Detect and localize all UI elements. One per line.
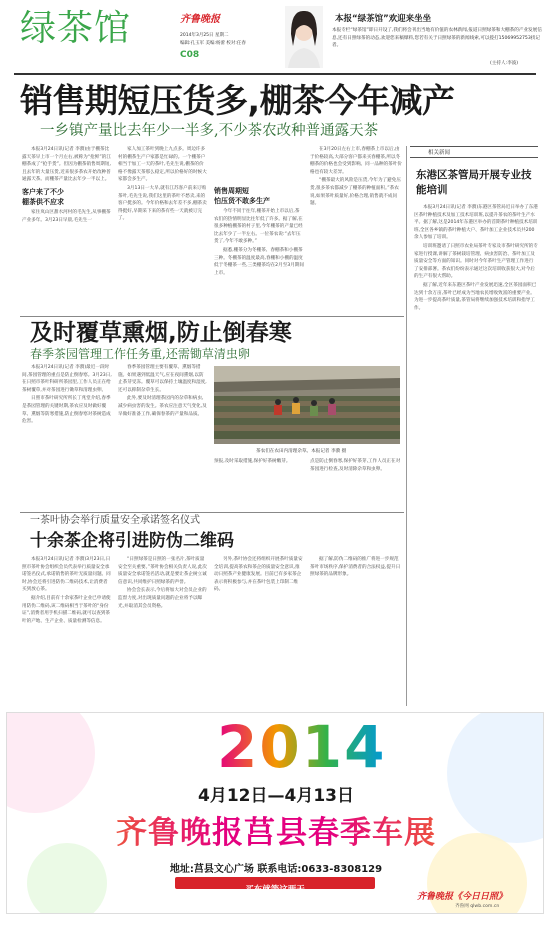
- story-divider-1: [20, 316, 404, 317]
- issue-date: 2014年3月25日 星期二: [180, 33, 229, 38]
- paragraph: 春季茶园管理主要有覆草、熏烟等措施。如果遇到低温天气,应在夜间熏烟,以防止茶芽受冻。覆草可以保持土壤温度和湿度,还可以抑制杂草生长。: [118, 365, 207, 393]
- ad-dates: 4月12日—4月13日: [198, 786, 354, 806]
- lead-subheadline: 一乡镇产量比去年少一半多,不少茶农改种普通露天茶: [40, 123, 379, 139]
- section-name: 绿茶馆: [20, 8, 132, 49]
- second-subheadline: 春季茶园管理工作任务重,还需锄草清虫卵: [30, 347, 250, 361]
- paragraph: 点是防止倒春寒,保护好茶芽,工作人员正在对茶园进行检查,及时清除杂草和虫卵。: [310, 459, 401, 472]
- second-headline: 及时覆草熏烟,防止倒春寒: [30, 320, 292, 346]
- lead-headline: 销售期短压货多,棚茶今年减产: [20, 81, 455, 120]
- paragraph: 家人加工茶叶到晚上九点多。周边许多村的棚茶生产户家都是忙碌的。一个棚茶户相当于加工一天的茶叶,毛先生说,棚茶的价格不像露天茶那么稳定,所以价格好的时候大家都会多生产。: [118, 147, 207, 183]
- host-portrait: [285, 6, 323, 68]
- sidebar-divider: [406, 146, 407, 706]
- car-show-ad: [6, 712, 544, 914]
- paragraph: 另外,茶叶协会还将组织开展茶叶质量安全培训,提高茶农和茶企的质量安全意识,推动日照茶产业健康发展。目前已有多家茶企表示将积极参与,并在茶叶包装上印制二维码。: [214, 557, 303, 593]
- third-kicker: 一茶叶协会举行质量安全承诺签名仪式: [30, 515, 200, 526]
- third-col-1: [22, 556, 112, 706]
- sidebar-body: [410, 204, 538, 313]
- sidebar-tag-label: 相关新闻: [428, 150, 451, 156]
- promo-title: 本报“绿茶馆”欢迎来坐坐: [335, 14, 432, 24]
- edition-credits: 编辑:孔玉军 美编:杨蕾 校对:任春: [180, 41, 246, 46]
- sidebar-related-news: [410, 146, 538, 706]
- paragraph: 预报,及时采取措施,保护好茶树嫩芽。: [214, 459, 291, 464]
- paragraph: “日照绿茶是日照的一张名片,茶叶质量安全至关重要。”茶叶协会相关负责人说,此次质量安全承诺签名活动,就是要让茶企树立诚信意识,共同维护日照绿茶的声誉。: [118, 557, 207, 585]
- paragraph: 此外,要及时清理茶园内的杂草和病虫,减少病虫害的发生。茶农应注意天气变化,及早做好准备工作,确保春茶的产量和品质。: [118, 396, 207, 417]
- lead-col-4: [310, 146, 402, 314]
- ad-year: 2014: [217, 713, 387, 781]
- promo-text: 本报专栏“绿茶馆”即日开设了,我们将会刊出当地有价值的农林新闻,报道日照绿茶和大棚茶的产业发展信息,还有日照绿茶的动态,欢迎您来稿爆料,您若有关于日照绿茶的新闻线索,可以拨打15069952753找记者。: [332, 28, 542, 49]
- sidebar-headline: 东港区茶管局开展专业技能培训: [416, 169, 532, 196]
- paragraph: 协会会长表示,今后将加大对会员企业的监督力度,对出现质量问题的企业将予以曝光,并取消其会员资格。: [118, 588, 207, 609]
- ad-title: 齐鲁晚报莒县春季车展: [7, 813, 544, 853]
- ad-address: 地址:莒县文心广场 联系电话:0633-8308129: [169, 864, 383, 875]
- paragraph: 本报3月24日讯(记者 李漪)最近一段时间,茶园管理的重点是防止倒春寒。3月23日,在日照市茶叶科研所茶园里,工作人员正在给茶树覆草,并对茶园进行锄草和清理虫卵。: [22, 365, 112, 393]
- second-col-2: [118, 364, 208, 510]
- paragraph: 据悉,棚茶分为冬棚茶、春棚茶和小棚茶三种。冬棚茶的温度最高,春棚和小棚的温度低于冬棚茶一些,三类棚茶均在2月至3月期间上市。: [214, 247, 304, 276]
- third-col-4: [310, 556, 402, 706]
- paragraph: 据介绍,目前有十余家茶叶企业已申请使用防伪二维码,该二维码相当于茶叶的“身份证”,消费者用手机扫描二维码,就可以查到茶叶的产地、生产企业、质量检测等信息。: [22, 595, 111, 624]
- lead-col-2: [118, 146, 208, 314]
- story-divider-2: [20, 512, 404, 513]
- second-col-4: [310, 458, 402, 510]
- paragraph: 家住岚山区甜水河村的毛先生,从事棚茶产业多年。3月23日早晨,毛先生一: [22, 209, 111, 223]
- lead-subhead-1: 客户来了不少 棚茶供不应求: [22, 187, 64, 206]
- paragraph: 本报3月24日讯(记者 李漪)由于棚茶比露天茶早上市一个月左右,被称为“抢鲜”的江棚茶成了“抢手货”。但因为棚茶销售周期短,且去年的大量压货,近来很多茶农开始改种普通露天茶。而棚茶产量比去年少一半以上。: [22, 147, 111, 183]
- paragraph: 据了解,近年来东港区茶叶产业发展迅速,全区茶园面积已达到十余万亩,茶叶已经成为当地农民增收致富的重要产业。为进一步提高茶叶质量,茶管局将继续加强技术培训和指导工作。: [414, 282, 537, 311]
- paper-logo: 齐鲁晚报: [180, 14, 220, 25]
- masthead-divider: [14, 73, 536, 75]
- masthead: [0, 0, 550, 75]
- third-col-3: [214, 556, 304, 706]
- photo-caption: 茶农们在农田内清理杂草。本报记者 李漪 摄: [256, 449, 347, 454]
- paragraph: 日照市茶叶研究所所长丁兆堂介绍,春季是茶园管理的关键时期,茶农应及时做好覆草、熏烟等防寒措施,防止倒春寒对茶树造成危害。: [22, 396, 111, 425]
- paragraph: “棚茶最大的风险是压货,今年为了避免压货,很多茶农都减少了棚茶的种植面积。”茶农说,如果茶叶质量好,价格合理,销售就不成问题。: [310, 178, 401, 207]
- tea-garden-photo: [214, 366, 400, 444]
- paragraph: 据了解,防伪二维码的推广将进一步规范茶叶市场秩序,保护消费者的合法权益,提升日照绿茶的品牌形象。: [310, 557, 401, 578]
- ad-slogan: 买车就等这两天: [245, 885, 305, 895]
- sidebar-tag: [410, 146, 538, 158]
- paragraph: 本报3月24日讯(记者 李漪)东港区茶管局近日举办了东港区茶叶种植技术及加工技术培训班,以提升茶农的茶叶生产水平。据了解,这是2014年东港区举办的首期茶叶种植技术培训班,全区各乡镇的茶叶种植大户、茶叶加工企业技术员共200余人参加了培训。: [414, 205, 538, 241]
- second-col-3: [214, 458, 304, 510]
- paragraph: 今年不同于往年,棚茶开始上市以后,茶农们的热情明显比往年低了许多。据了解,在很多种植棚茶的村子里,今年棚茶的产量已经比去年少了一半左右。一位茶农说:“去年压货了,今年不敢多种。”: [214, 209, 303, 245]
- ad-slogan-bar: [175, 877, 375, 895]
- paragraph: 培训班邀请了日照市农业局茶叶专家及市茶叶研究所的专家进行授课,讲解了茶树栽培管理、病虫害防治、茶叶加工及质量安全等方面的知识。同时对今年茶叶生产管理工作进行了安排部署。茶农们纷纷表示通过这次培训收获很大,对今后的生产有很大帮助。: [414, 243, 538, 280]
- third-headline: 十余茶企将引进防伪二维码: [30, 531, 234, 551]
- paragraph: 本报3月24日讯(记者 李漪)3月23日,日照市茶叶协会组织会员代表举行质量安全承诺签名仪式,承诺销售的茶叶无质量问题。同时,协会还将引进防伪二维码技术,让消费者买到放心茶。: [22, 557, 111, 593]
- lead-col-1: [22, 146, 112, 314]
- second-col-1: [22, 364, 112, 510]
- lead-col-3: [214, 146, 304, 314]
- ad-footer-logo: 齐鲁晚报《今日日照》: [417, 892, 508, 902]
- third-col-2: [118, 556, 208, 706]
- lead-subhead-2: 销售周期短 怕压货不敢多生产: [214, 187, 270, 205]
- page-number: C08: [180, 50, 200, 60]
- paragraph: 在3月20日左右上市,春棚茶上市以后,由于价格较高,大部分客户都来买春棚茶,所以冬棚茶的价格也会受到影响。同一品种的茶叶价格也有较大差异。: [310, 147, 402, 175]
- promo-editor: (主持人:李波): [490, 61, 519, 66]
- paragraph: 3月13日一大早,就有江苏客户前来订购茶叶,毛先生说,我们这里的茶叶不愁卖,来的客户挺多的。今年价格和去年差不多,棚茶卖得挺好,早期采下来的茶有些一天就被订完了。: [118, 185, 207, 222]
- ad-footer-url: 齐鲁网 qlwb.com.cn: [455, 904, 500, 909]
